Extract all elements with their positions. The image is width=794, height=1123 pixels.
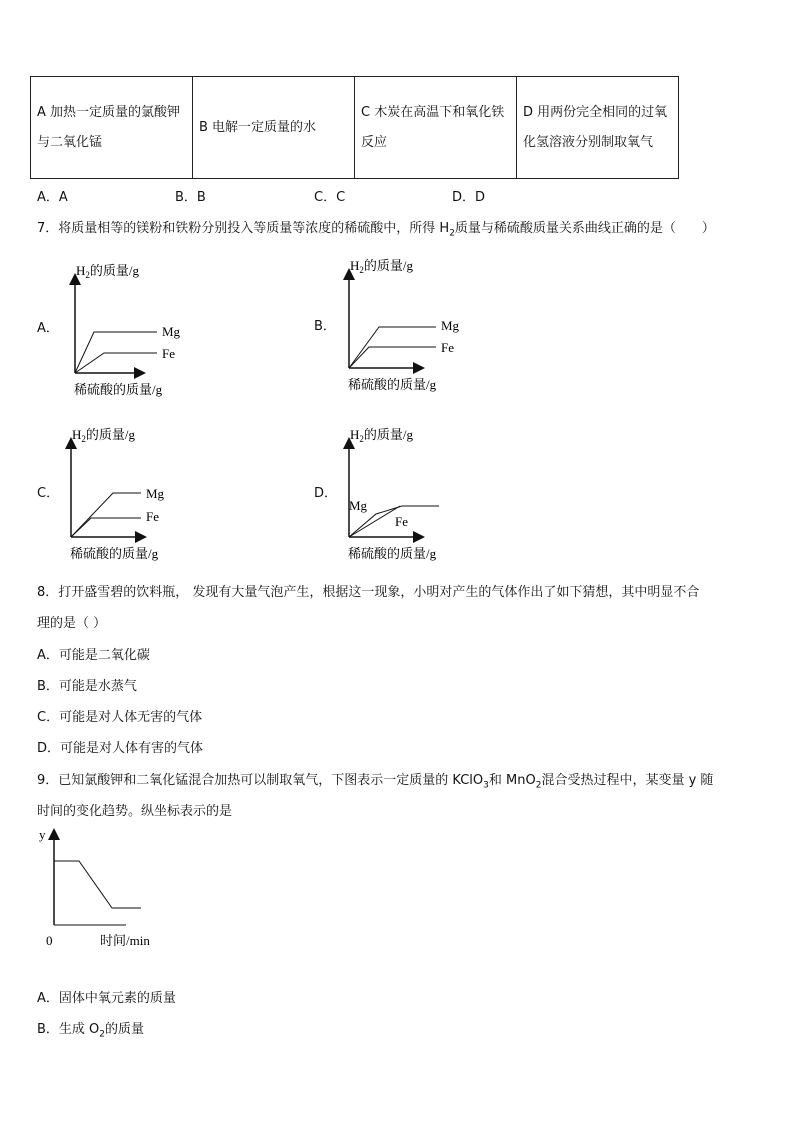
q6-choice-a: A．A [37,190,68,205]
graph-c-mg: Mg [146,486,165,501]
graph-c-xlabel: 稀硫酸的质量/g [70,546,159,561]
graph-d-letter: D． [314,486,338,501]
q8-option-b: B．可能是水蒸气 [37,679,137,694]
q7-stem: 7．将质量相等的镁粉和铁粉分别投入等质量等浓度的稀硫酸中，所得 $H_2$质量与稀硫酸质量关系曲线正确的是（ ） [37,221,715,239]
options-table [30,76,679,179]
graph-d-ylabel: $H_2$的质量/g [350,427,414,444]
q6-choice-c: C．C [314,190,346,205]
q6-choice-d: D．D [452,190,486,205]
graph-b-letter: B． [314,319,336,334]
graph-a-letter: A． [37,321,59,336]
table-cell-d: D 用两份完全相同的过氧化氢溶液分别制取氧气 [517,77,679,179]
q9-graph [30,822,180,957]
graph-b-fe: Fe [441,340,454,355]
graph-d-mg: Mg [349,498,368,513]
graph-c-fe: Fe [146,509,159,524]
q8-stem-line1: 8．打开盛雪碧的饮料瓶， 发现有大量气泡产生，根据这一现象，小明对产生的气体作出了如下猜想，其中明显不合 [37,585,700,600]
table-cell-a: A 加热一定质量的氯酸钾与二氧化锰 [31,77,193,179]
q8-option-c: C．可能是对人体无害的气体 [37,710,203,725]
graph-b [336,253,476,398]
graph-d-fe: Fe [395,514,408,529]
graph-b-mg: Mg [441,318,460,333]
q8-option-d: D．可能是对人体有害的气体 [37,741,204,756]
graph-d [336,422,476,567]
q9-graph-xlabel: 时间/min [100,933,150,948]
graph-a-mg: Mg [162,324,181,339]
table-cell-c: C 木炭在高温下和氧化铁反应 [355,77,517,179]
graph-b-xlabel: 稀硫酸的质量/g [348,377,437,392]
q9-stem-line2: 时间的变化趋势。纵坐标表示的是 [37,804,233,819]
q6-choice-b: B．B [175,190,206,205]
q8-option-a: A．可能是二氧化碳 [37,648,150,663]
graph-a-xlabel: 稀硫酸的质量/g [74,382,163,397]
graph-c-ylabel: $H_2$的质量/g [72,427,136,444]
q9-graph-ylabel: y [39,827,46,842]
q9-graph-origin: 0 [46,933,53,948]
table-cell-b: B 电解一定质量的水 [193,77,355,179]
graph-a-ylabel: $H_2$的质量/g [76,263,140,280]
graph-b-ylabel: $H_2$的质量/g [350,258,414,275]
graph-c [58,422,198,567]
graph-d-xlabel: 稀硫酸的质量/g [348,546,437,561]
graph-c-letter: C． [37,486,60,501]
graph-a [62,255,202,400]
q9-option-b: B．生成 $O_2$的质量 [37,1022,145,1040]
q8-stem-line2: 理的是（ ） [37,616,107,631]
graph-a-fe: Fe [162,346,175,361]
q9-option-a: A．固体中氧元素的质量 [37,991,176,1006]
q9-stem-line1: 9．已知氯酸钾和二氧化锰混合加热可以制取氧气，下图表示一定质量的 KClO$_3$和 MnO$_2$混合受热过程中，某变量 y 随 [37,773,714,791]
